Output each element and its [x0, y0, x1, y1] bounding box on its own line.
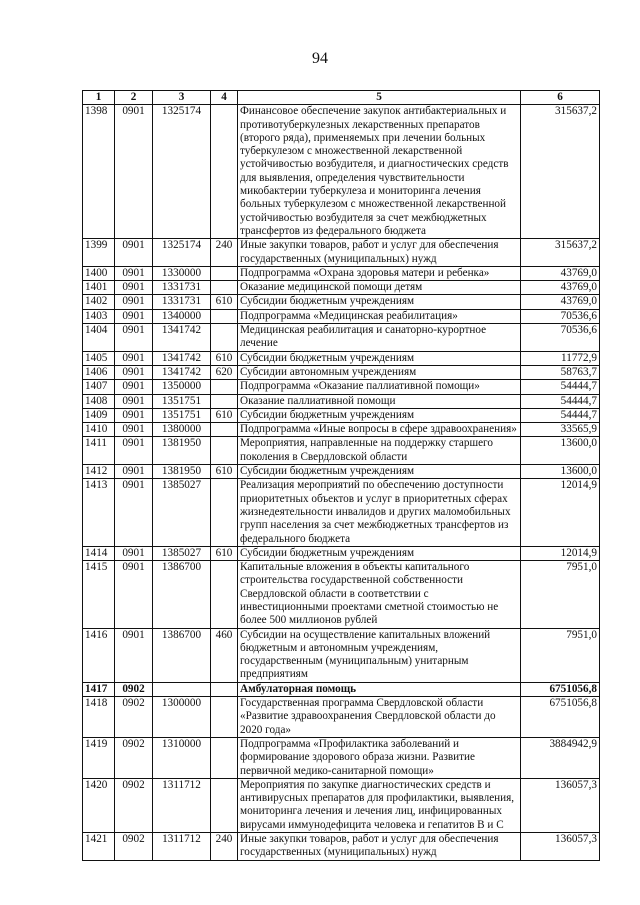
row-number-cell: 1418 [83, 697, 115, 738]
table-row [83, 365, 600, 379]
target-article-cell: 1300000 [153, 697, 211, 738]
table-row [83, 561, 600, 628]
expense-type-cell [211, 737, 238, 778]
section-code-cell: 0901 [115, 628, 153, 682]
table-row [83, 479, 600, 546]
column-header: 2 [115, 91, 153, 105]
target-article-cell: 1311712 [153, 833, 211, 861]
item-name-cell: Мероприятия, направленные на поддержку старшего поколения в Свердловской области [238, 437, 521, 465]
section-code-cell: 0901 [115, 309, 153, 323]
row-number-cell: 1419 [83, 737, 115, 778]
target-article-cell: 1351751 [153, 394, 211, 408]
target-article-cell: 1386700 [153, 628, 211, 682]
table-row [83, 394, 600, 408]
amount-cell: 7951,0 [521, 561, 600, 628]
target-article-cell: 1380000 [153, 423, 211, 437]
amount-cell: 315637,2 [521, 239, 600, 267]
expense-type-cell: 610 [211, 408, 238, 422]
amount-cell: 136057,3 [521, 833, 600, 861]
amount-cell: 12014,9 [521, 479, 600, 546]
section-code-cell: 0901 [115, 423, 153, 437]
row-number-cell: 1417 [83, 682, 115, 696]
section-code-cell: 0901 [115, 479, 153, 546]
amount-cell: 136057,3 [521, 778, 600, 832]
section-code-cell: 0901 [115, 380, 153, 394]
table-row [83, 408, 600, 422]
target-article-cell: 1311712 [153, 778, 211, 832]
section-code-cell: 0901 [115, 266, 153, 280]
expense-type-cell [211, 697, 238, 738]
section-code-cell: 0901 [115, 465, 153, 479]
column-header: 4 [211, 91, 238, 105]
row-number-cell: 1405 [83, 351, 115, 365]
row-number-cell: 1414 [83, 546, 115, 560]
amount-cell: 13600,0 [521, 437, 600, 465]
amount-cell: 54444,7 [521, 380, 600, 394]
table-header-row [83, 91, 600, 105]
expense-type-cell: 620 [211, 365, 238, 379]
amount-cell: 43769,0 [521, 295, 600, 309]
amount-cell: 3884942,9 [521, 737, 600, 778]
budget-table [82, 90, 600, 861]
column-header: 6 [521, 91, 600, 105]
table-row [83, 682, 600, 696]
target-article-cell: 1381950 [153, 465, 211, 479]
expense-type-cell [211, 479, 238, 546]
expense-type-cell [211, 778, 238, 832]
row-number-cell: 1408 [83, 394, 115, 408]
column-header: 1 [83, 91, 115, 105]
section-code-cell: 0902 [115, 737, 153, 778]
table-row [83, 437, 600, 465]
amount-cell: 58763,7 [521, 365, 600, 379]
item-name-cell: Субсидии бюджетным учреждениям [238, 351, 521, 365]
item-name-cell: Капитальные вложения в объекты капитального строительства государственной собственности Свердловской области в соответствии с инвестиционными проектами сметной стоимостью не более 500 миллионов рублей [238, 561, 521, 628]
amount-cell: 7951,0 [521, 628, 600, 682]
item-name-cell: Субсидии бюджетным учреждениям [238, 408, 521, 422]
table-row [83, 423, 600, 437]
amount-cell: 33565,9 [521, 423, 600, 437]
page-number: 94 [312, 50, 328, 67]
expense-type-cell [211, 281, 238, 295]
expense-type-cell: 240 [211, 239, 238, 267]
row-number-cell: 1416 [83, 628, 115, 682]
item-name-cell: Финансовое обеспечение закупок антибактериальных и противотуберкулезных лекарственных препаратов (второго ряда), применяемых при лечении больных туберкулезом с множественной лекарственной устойчивостью возбудителя, и диагностических средств для выявления, определения чувствительности микобактерии туберкулеза и мониторинга лечения больных туберкулезом с множественной лекарственной устойчивостью возбудителя за счет межбюджетных трансфертов из федерального бюджета [238, 105, 521, 239]
target-article-cell [153, 682, 211, 696]
item-name-cell: Амбулаторная помощь [238, 682, 521, 696]
item-name-cell: Реализация мероприятий по обеспечению доступности приоритетных объектов и услуг в приоритетных сферах жизнедеятельности инвалидов и других маломобильных групп населения за счет межбюджетных трансфертов из федерального бюджета [238, 479, 521, 546]
table-row [83, 266, 600, 280]
section-code-cell: 0902 [115, 833, 153, 861]
table-row [83, 351, 600, 365]
table-row [83, 697, 600, 738]
row-number-cell: 1409 [83, 408, 115, 422]
table-row [83, 465, 600, 479]
amount-cell: 70536,6 [521, 309, 600, 323]
row-number-cell: 1410 [83, 423, 115, 437]
table-row [83, 778, 600, 832]
table-row [83, 281, 600, 295]
row-number-cell: 1401 [83, 281, 115, 295]
item-name-cell: Государственная программа Свердловской области «Развитие здравоохранения Свердловской области до 2020 года» [238, 697, 521, 738]
expense-type-cell [211, 423, 238, 437]
section-code-cell: 0901 [115, 437, 153, 465]
item-name-cell: Медицинская реабилитация и санаторно-курортное лечение [238, 324, 521, 352]
expense-type-cell: 240 [211, 833, 238, 861]
expense-type-cell: 610 [211, 465, 238, 479]
table-row [83, 546, 600, 560]
item-name-cell: Оказание медицинской помощи детям [238, 281, 521, 295]
expense-type-cell [211, 266, 238, 280]
row-number-cell: 1413 [83, 479, 115, 546]
amount-cell: 13600,0 [521, 465, 600, 479]
expense-type-cell: 610 [211, 351, 238, 365]
expense-type-cell [211, 324, 238, 352]
section-code-cell: 0902 [115, 778, 153, 832]
item-name-cell: Подпрограмма «Профилактика заболеваний и формирование здорового образа жизни. Развитие первичной медико-санитарной помощи» [238, 737, 521, 778]
row-number-cell: 1412 [83, 465, 115, 479]
table-row [83, 737, 600, 778]
item-name-cell: Подпрограмма «Оказание паллиативной помощи» [238, 380, 521, 394]
section-code-cell: 0901 [115, 408, 153, 422]
item-name-cell: Субсидии автономным учреждениям [238, 365, 521, 379]
item-name-cell: Подпрограмма «Охрана здоровья матери и ребенка» [238, 266, 521, 280]
table-row [83, 380, 600, 394]
table-row [83, 628, 600, 682]
target-article-cell: 1331731 [153, 281, 211, 295]
row-number-cell: 1411 [83, 437, 115, 465]
expense-type-cell [211, 380, 238, 394]
item-name-cell: Иные закупки товаров, работ и услуг для обеспечения государственных (муниципальных) нужд [238, 833, 521, 861]
row-number-cell: 1406 [83, 365, 115, 379]
amount-cell: 54444,7 [521, 394, 600, 408]
target-article-cell: 1325174 [153, 239, 211, 267]
item-name-cell: Субсидии бюджетным учреждениям [238, 546, 521, 560]
amount-cell: 70536,6 [521, 324, 600, 352]
target-article-cell: 1325174 [153, 105, 211, 239]
item-name-cell: Иные закупки товаров, работ и услуг для обеспечения государственных (муниципальных) нужд [238, 239, 521, 267]
section-code-cell: 0902 [115, 697, 153, 738]
item-name-cell: Подпрограмма «Иные вопросы в сфере здравоохранения» [238, 423, 521, 437]
table-row [83, 309, 600, 323]
section-code-cell: 0901 [115, 295, 153, 309]
target-article-cell: 1351751 [153, 408, 211, 422]
row-number-cell: 1404 [83, 324, 115, 352]
item-name-cell: Субсидии бюджетным учреждениям [238, 295, 521, 309]
item-name-cell: Субсидии на осуществление капитальных вложений бюджетным и автономным учреждениям, государственным (муниципальным) унитарным предприятиям [238, 628, 521, 682]
expense-type-cell: 610 [211, 546, 238, 560]
target-article-cell: 1386700 [153, 561, 211, 628]
target-article-cell: 1330000 [153, 266, 211, 280]
row-number-cell: 1421 [83, 833, 115, 861]
amount-cell: 54444,7 [521, 408, 600, 422]
row-number-cell: 1400 [83, 266, 115, 280]
row-number-cell: 1415 [83, 561, 115, 628]
expense-type-cell: 610 [211, 295, 238, 309]
expense-type-cell [211, 309, 238, 323]
amount-cell: 315637,2 [521, 105, 600, 239]
target-article-cell: 1310000 [153, 737, 211, 778]
section-code-cell: 0901 [115, 561, 153, 628]
expense-type-cell [211, 105, 238, 239]
table-row [83, 105, 600, 239]
section-code-cell: 0901 [115, 324, 153, 352]
amount-cell: 6751056,8 [521, 682, 600, 696]
amount-cell: 6751056,8 [521, 697, 600, 738]
target-article-cell: 1385027 [153, 546, 211, 560]
target-article-cell: 1331731 [153, 295, 211, 309]
target-article-cell: 1381950 [153, 437, 211, 465]
row-number-cell: 1399 [83, 239, 115, 267]
table-row [83, 833, 600, 861]
item-name-cell: Мероприятия по закупке диагностических средств и антивирусных препаратов для профилактики, выявления, мониторинга лечения и лечения лиц, инфицированных вирусами иммунодефицита человека и гепатитов В и С [238, 778, 521, 832]
table-row [83, 295, 600, 309]
amount-cell: 43769,0 [521, 266, 600, 280]
amount-cell: 43769,0 [521, 281, 600, 295]
row-number-cell: 1420 [83, 778, 115, 832]
item-name-cell: Субсидии бюджетным учреждениям [238, 465, 521, 479]
section-code-cell: 0901 [115, 394, 153, 408]
expense-type-cell: 460 [211, 628, 238, 682]
target-article-cell: 1341742 [153, 324, 211, 352]
section-code-cell: 0901 [115, 281, 153, 295]
row-number-cell: 1407 [83, 380, 115, 394]
expense-type-cell [211, 394, 238, 408]
section-code-cell: 0901 [115, 365, 153, 379]
item-name-cell: Оказание паллиативной помощи [238, 394, 521, 408]
row-number-cell: 1398 [83, 105, 115, 239]
item-name-cell: Подпрограмма «Медицинская реабилитация» [238, 309, 521, 323]
target-article-cell: 1341742 [153, 365, 211, 379]
expense-type-cell [211, 682, 238, 696]
section-code-cell: 0901 [115, 239, 153, 267]
section-code-cell: 0901 [115, 105, 153, 239]
amount-cell: 12014,9 [521, 546, 600, 560]
target-article-cell: 1385027 [153, 479, 211, 546]
section-code-cell: 0901 [115, 351, 153, 365]
row-number-cell: 1403 [83, 309, 115, 323]
row-number-cell: 1402 [83, 295, 115, 309]
target-article-cell: 1341742 [153, 351, 211, 365]
target-article-cell: 1340000 [153, 309, 211, 323]
expense-type-cell [211, 561, 238, 628]
table-row [83, 239, 600, 267]
table-row [83, 324, 600, 352]
section-code-cell: 0901 [115, 546, 153, 560]
target-article-cell: 1350000 [153, 380, 211, 394]
column-header: 5 [238, 91, 521, 105]
amount-cell: 11772,9 [521, 351, 600, 365]
expense-type-cell [211, 437, 238, 465]
column-header: 3 [153, 91, 211, 105]
section-code-cell: 0902 [115, 682, 153, 696]
table-body [83, 105, 600, 860]
